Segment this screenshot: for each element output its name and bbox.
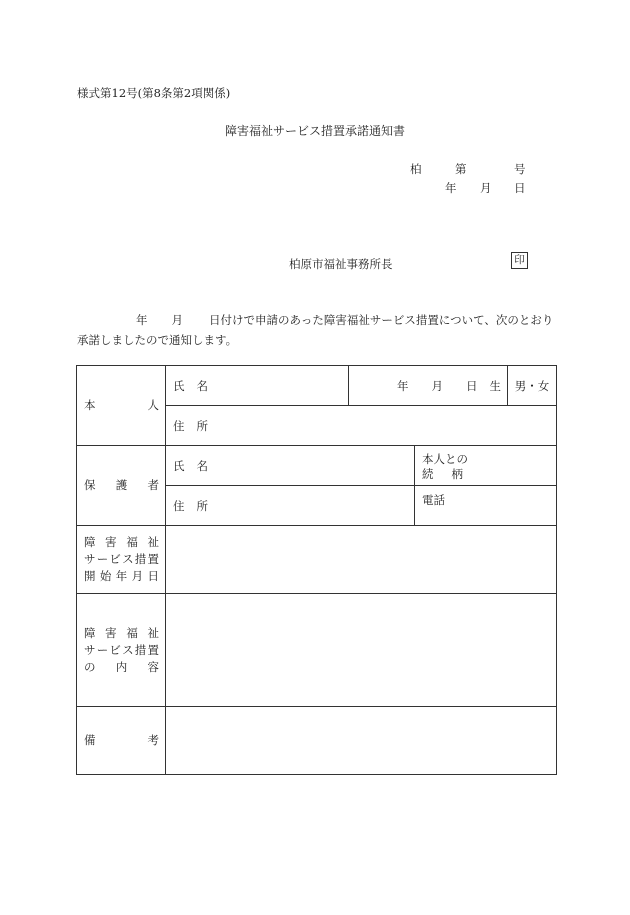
date-day: 日 [514, 181, 526, 195]
ref-prefix: 柏 [410, 162, 422, 176]
document-title: 障害福祉サービス措置承諾通知書 [224, 124, 405, 138]
ref-dai: 第 [455, 162, 467, 176]
form-number: 様式第12号(第8条第2項関係) [77, 86, 231, 100]
remarks-value-cell[interactable] [166, 707, 557, 775]
body-date-year: 年 [136, 313, 148, 327]
person-name-cell[interactable]: 氏 名 [166, 366, 349, 406]
guardian-label: 保 護 者 [77, 446, 166, 526]
guardian-relation-cell[interactable]: 本人との 続 柄 [415, 446, 557, 486]
guardian-address-cell[interactable]: 住 所 [166, 486, 415, 526]
guardian-phone-cell[interactable]: 電話 [415, 486, 557, 526]
issuer-name: 柏原市福祉事務所長 [289, 257, 393, 271]
remarks-label: 備 考 [77, 707, 166, 775]
service-start-label: 障 害 福 祉 サ ー ビ ス 措 置 開 始 年 月 日 [77, 526, 166, 594]
body-date-month: 月 [171, 313, 183, 327]
body-main-text: 日付けで申請のあった障害福祉サービス措置について、次のとおり承諾しましたので通知します。 [77, 313, 554, 347]
person-birthdate-cell[interactable]: 年 月 日 生 [349, 366, 508, 406]
date-month: 月 [480, 181, 492, 195]
person-label: 本 人 [77, 366, 166, 446]
service-content-label: 障 害 福 祉 サ ー ビ ス 措 置 の 内 容 [77, 594, 166, 707]
guardian-name-cell[interactable]: 氏 名 [166, 446, 415, 486]
date-year: 年 [445, 181, 457, 195]
body-text [77, 310, 557, 350]
seal-mark: 印 [511, 252, 528, 269]
person-address-cell[interactable]: 住 所 [166, 406, 557, 446]
sex-cell[interactable]: 男・女 [508, 366, 557, 406]
information-table [76, 365, 557, 775]
service-start-value-cell[interactable] [166, 526, 557, 594]
ref-go: 号 [514, 162, 526, 176]
service-content-value-cell[interactable] [166, 594, 557, 707]
